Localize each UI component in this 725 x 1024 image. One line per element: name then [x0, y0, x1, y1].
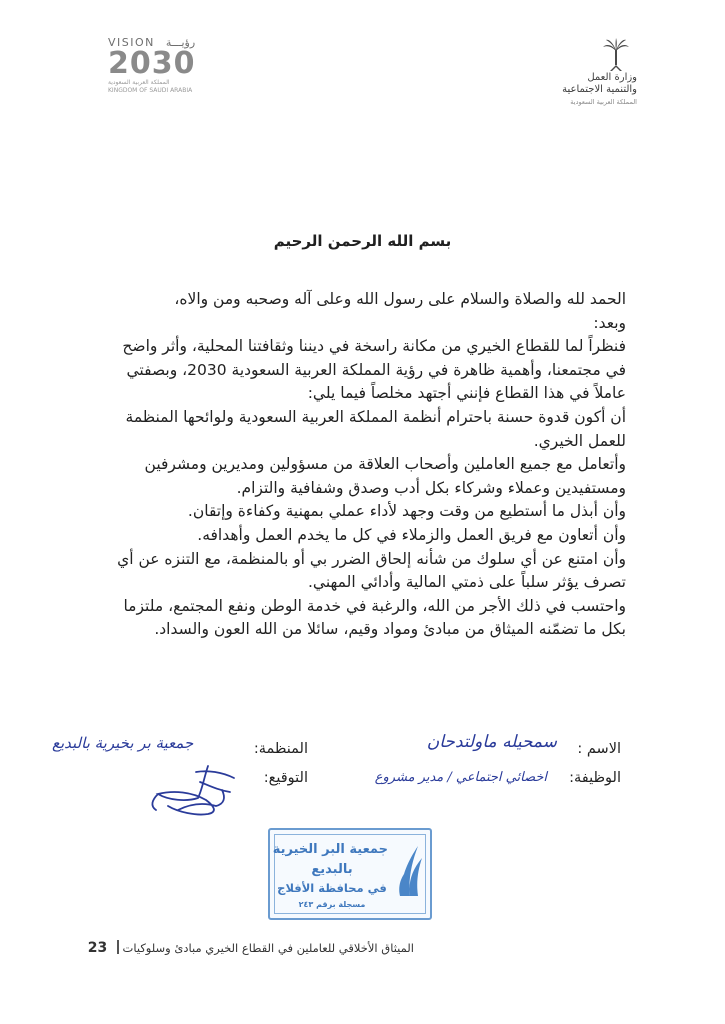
ministry-name-line1: وزارة العمل: [587, 72, 637, 83]
body-paragraph: وأن أبذل ما أستطيع من وقت وجهد لأداء عملي بمهنية وكفاءة وإتقان.: [187, 502, 626, 521]
body-paragraph: وبعد:: [593, 313, 626, 332]
vision-year: 2030: [108, 46, 196, 81]
body-paragraph: واحتسب في ذلك الأجر من الله، والرغبة في خدمة الوطن ونفع المجتمع، ملتزما بكل ما تضمّنه الميثاق من مبادئ ومواد وقيم، سائلا من الله العون والسداد.: [123, 596, 626, 639]
handwritten-name: سمحيله ماولتدحان: [426, 732, 557, 752]
stamp-line2: بالبديع: [311, 862, 353, 877]
palm-tree-icon: [601, 38, 631, 72]
handwritten-job-title: اخصائي اجتماعي / مدير مشروع: [374, 770, 547, 785]
footer-divider: [117, 940, 119, 954]
ministry-logo: [517, 38, 637, 108]
organization-label: المنظمة:: [253, 741, 308, 757]
ministry-country: المملكة العربية السعودية: [570, 98, 637, 106]
job-label: الوظيفة:: [569, 770, 621, 786]
ministry-name-line2: والتنمية الاجتماعية: [562, 84, 637, 95]
body-paragraph: فنظراً لما للقطاع الخيري من مكانة راسخة في ديننا وثقافتنا المحلية، وأثر واضح في مجتمعنا، وأهمية ظاهرة في رؤية المملكة العربية السعودية 2030، وبصفتي عاملاً في هذا القطاع فإنني أجتهد مخلصاً فيما يلي:: [122, 337, 626, 403]
vision-kingdom-ar: المملكة العربية السعودية: [108, 79, 170, 86]
page-number: 23: [87, 940, 108, 956]
body-paragraph: الحمد لله والصلاة والسلام على رسول الله وعلى آله وصحبه ومن والاه،: [174, 290, 626, 308]
body-paragraph: وأن امتنع عن أي سلوك من شأنه إلحاق الضرر بي أو بالمنظمة، مع التنزه عن أي تصرف يؤثر سلباً على ذمتي المالية وأدائي المهني.: [117, 549, 626, 592]
charter-body: [106, 288, 626, 642]
vision-label-ar: رؤيـــة: [165, 36, 196, 49]
stamp-line3: في محافظة الأفلاج: [277, 881, 387, 895]
vision-label-en: VISION: [108, 36, 155, 49]
organization-stamp: [268, 828, 432, 920]
basmala-heading: بسم الله الرحمن الرحيم: [273, 232, 452, 250]
stamp-line4: مسجلة برقم ٢٤٣: [298, 900, 366, 909]
signature-label: التوقيع:: [263, 770, 308, 786]
body-paragraph: أن أكون قدوة حسنة باحترام أنظمة المملكة العربية السعودية ولوائحها المنظمة للعمل الخيري.: [125, 407, 626, 450]
charity-flame-logo-icon: [398, 840, 424, 900]
body-paragraph: وأن أتعاون مع فريق العمل والزملاء في كل ما يخدم العمل وأهدافه.: [197, 525, 626, 544]
vision-kingdom-en: KINGDOM OF SAUDI ARABIA: [108, 87, 193, 94]
body-paragraph: وأتعامل مع جميع العاملين وأصحاب العلاقة من مسؤولين ومديرين ومشرفين ومستفيدين وعملاء وشركاء بكل أدب وصدق وشفافية والتزام.: [144, 455, 626, 497]
handwritten-organization: جمعية بر بخيرية بالبديع: [52, 734, 194, 752]
signature-scribble-icon: [138, 760, 258, 822]
stamp-line1: جمعية البر الخيرية: [272, 842, 388, 857]
page-footer: [84, 940, 414, 956]
vision-2030-logo: [108, 36, 218, 95]
name-label: الاسم :: [577, 741, 621, 757]
footer-title: الميثاق الأخلاقي للعاملين في القطاع الخيري مبادئ وسلوكيات: [122, 941, 414, 955]
